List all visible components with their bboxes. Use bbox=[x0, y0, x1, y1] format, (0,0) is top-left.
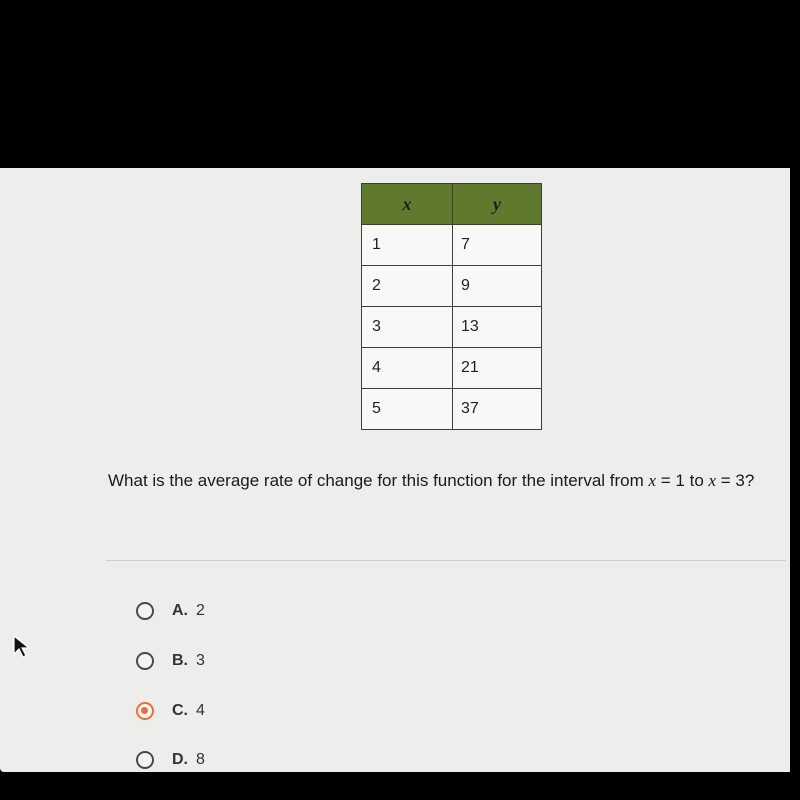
question-part-3: = 3? bbox=[716, 471, 755, 490]
question-part-2: = 1 to bbox=[656, 471, 709, 490]
table-cell-y: 9 bbox=[453, 266, 542, 307]
choice-value: 4 bbox=[196, 702, 205, 719]
choice-letter: A. bbox=[172, 602, 188, 619]
choice-value: 3 bbox=[196, 652, 205, 669]
choice-letter: B. bbox=[172, 652, 188, 669]
table-cell-y: 37 bbox=[453, 389, 542, 430]
radio-button[interactable] bbox=[136, 602, 154, 620]
table-row bbox=[362, 348, 542, 389]
table-row bbox=[362, 307, 542, 348]
mouse-cursor-icon bbox=[12, 634, 32, 660]
question-variable-x: x bbox=[648, 471, 657, 490]
question-part-1: What is the average rate of change for this function for the interval from bbox=[108, 471, 649, 490]
table-header-row bbox=[362, 184, 542, 225]
choice-b[interactable] bbox=[136, 648, 205, 674]
table-row bbox=[362, 266, 542, 307]
function-table bbox=[361, 183, 542, 430]
choice-value: 8 bbox=[196, 751, 205, 768]
choice-letter: C. bbox=[172, 702, 188, 719]
radio-button-selected[interactable] bbox=[136, 702, 154, 720]
divider bbox=[106, 560, 786, 561]
choice-c[interactable] bbox=[136, 698, 205, 724]
table-cell-y: 21 bbox=[453, 348, 542, 389]
table-row bbox=[362, 225, 542, 266]
question-variable-x: x bbox=[708, 471, 717, 490]
table-cell-y: 13 bbox=[453, 307, 542, 348]
radio-button[interactable] bbox=[136, 652, 154, 670]
column-header-x: x bbox=[362, 184, 453, 225]
choice-value: 2 bbox=[196, 602, 205, 619]
column-header-y: y bbox=[453, 184, 542, 225]
table-cell-y: 7 bbox=[453, 225, 542, 266]
table-cell-x: 3 bbox=[362, 307, 453, 348]
radio-button[interactable] bbox=[136, 751, 154, 769]
table-cell-x: 4 bbox=[362, 348, 453, 389]
table-row bbox=[362, 389, 542, 430]
table-cell-x: 1 bbox=[362, 225, 453, 266]
table-cell-x: 2 bbox=[362, 266, 453, 307]
choice-letter: D. bbox=[172, 751, 188, 768]
choice-d[interactable] bbox=[136, 747, 205, 772]
question-text bbox=[108, 464, 788, 497]
quiz-screen bbox=[0, 168, 790, 772]
choice-a[interactable] bbox=[136, 598, 205, 624]
table-cell-x: 5 bbox=[362, 389, 453, 430]
